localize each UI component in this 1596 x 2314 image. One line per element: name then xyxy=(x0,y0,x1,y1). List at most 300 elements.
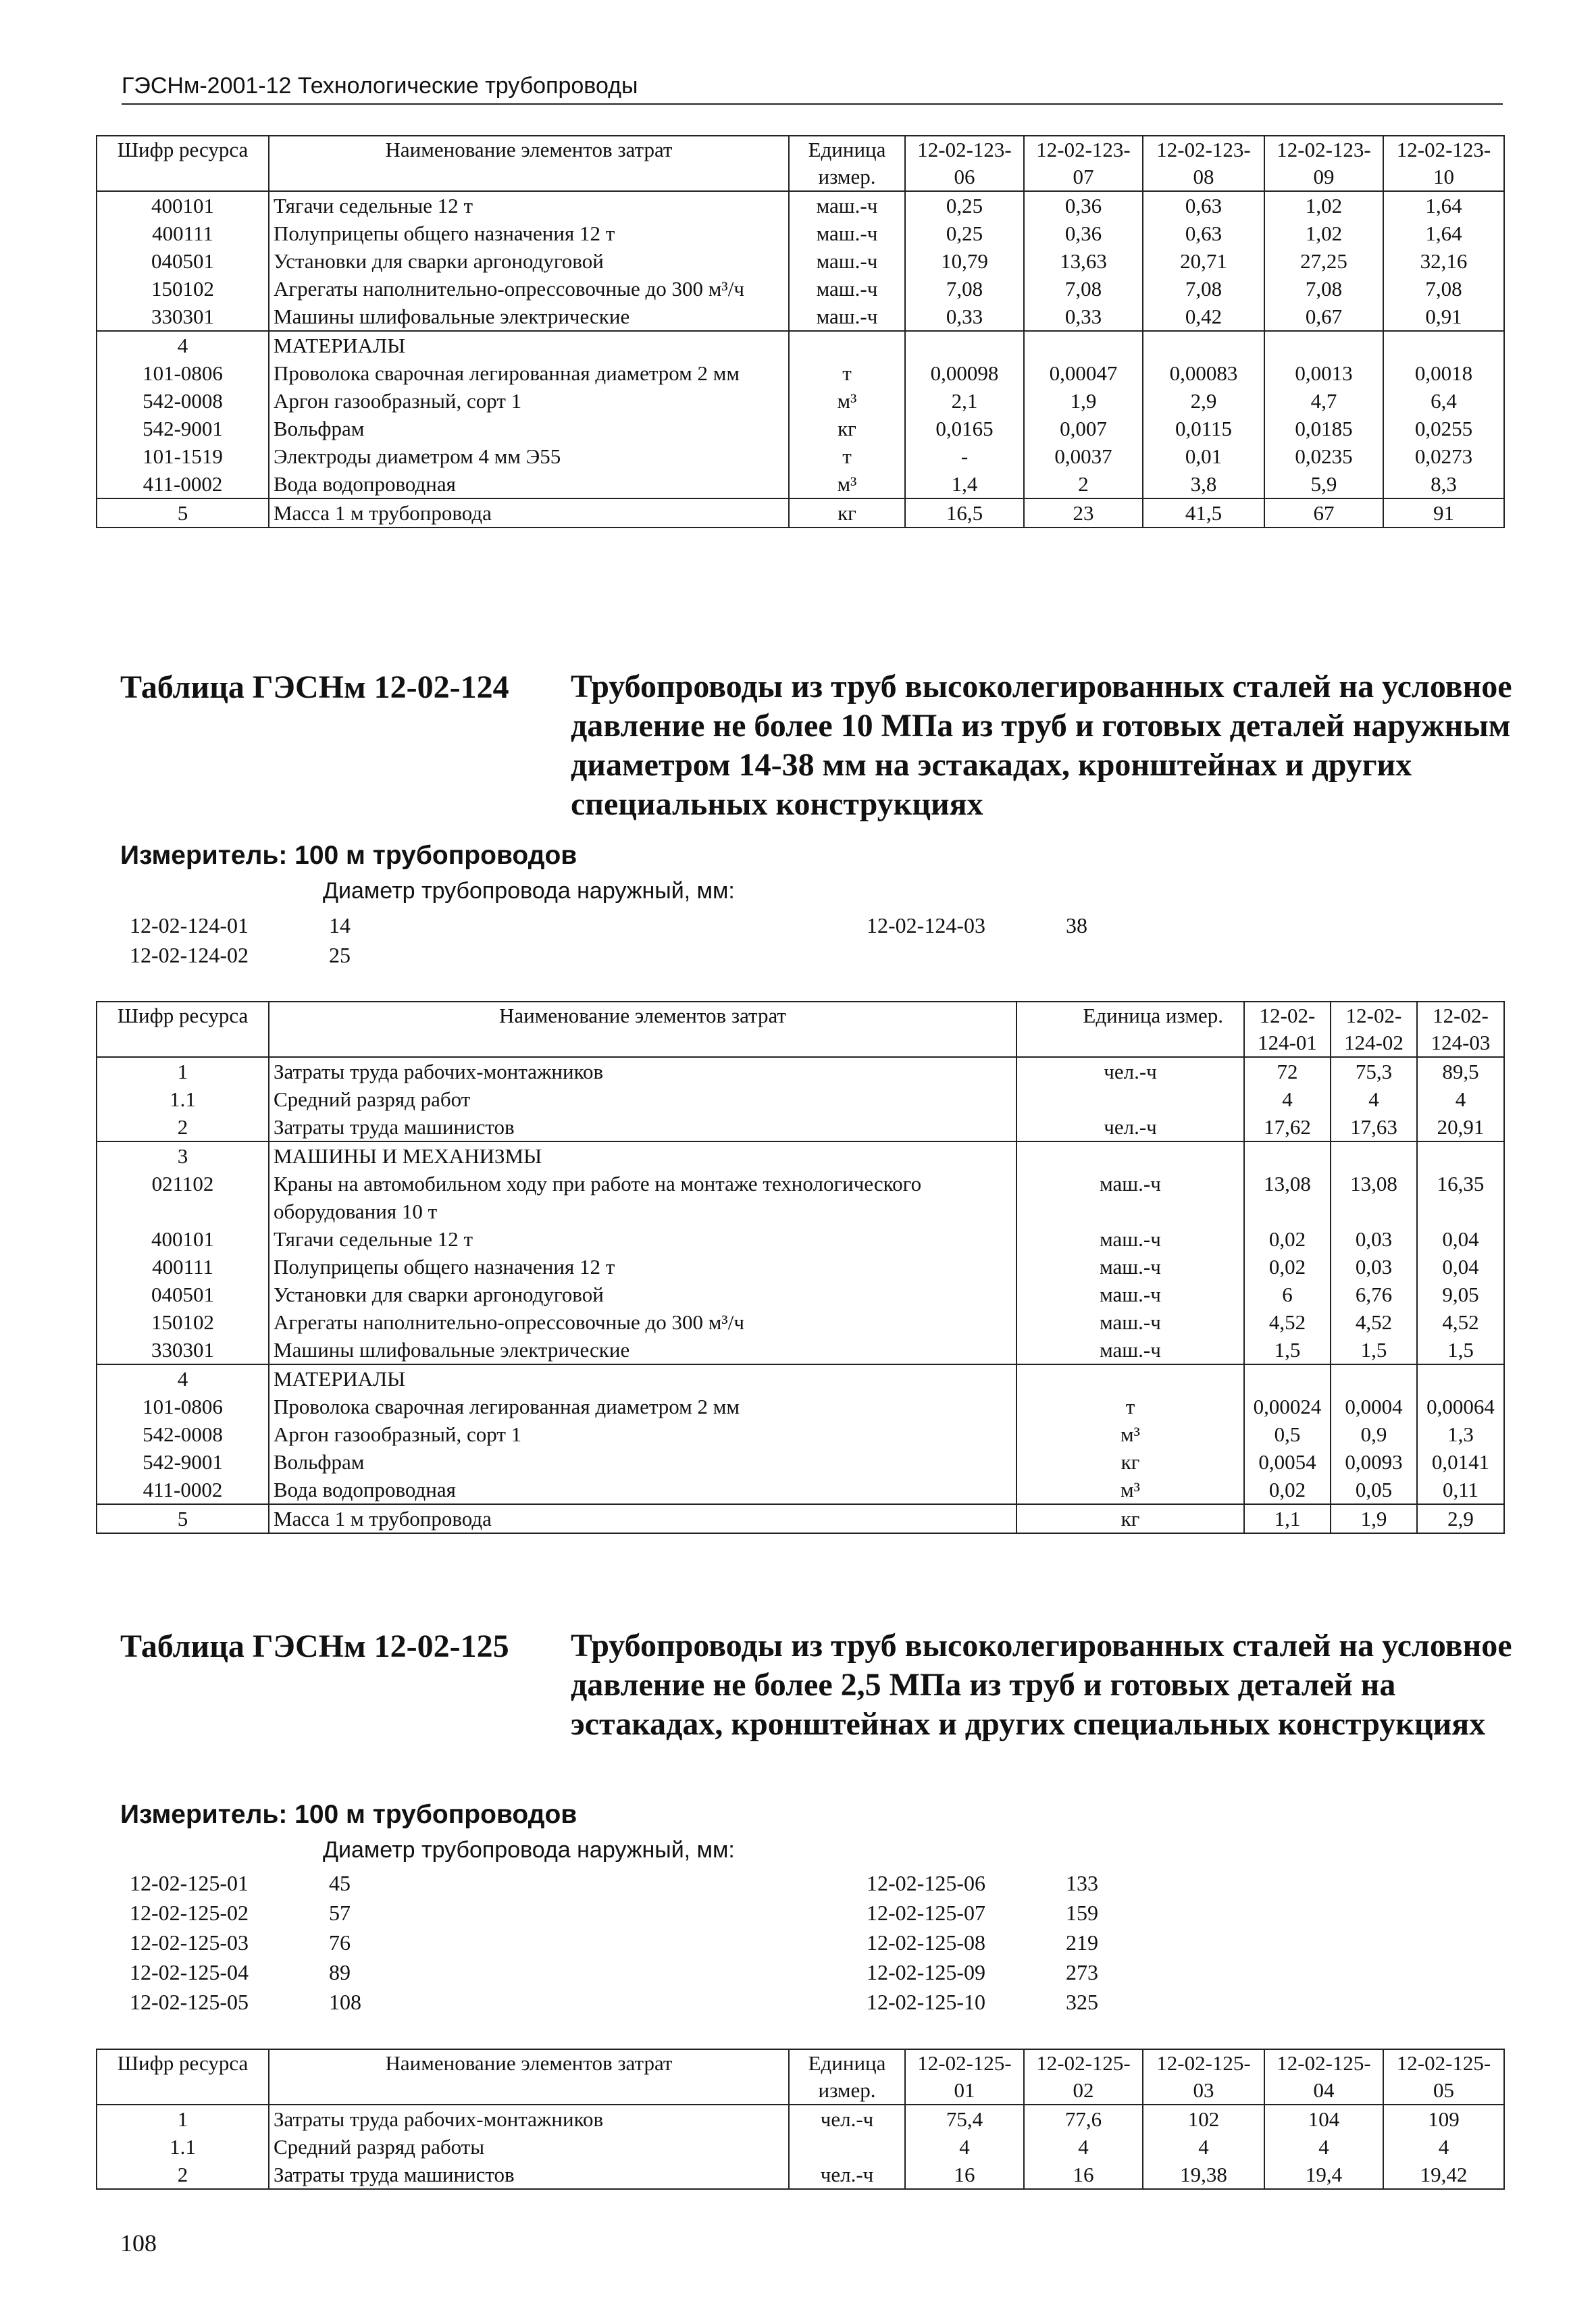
resource-code: 150102 xyxy=(97,1308,269,1336)
rate-value: 0,25 xyxy=(905,191,1024,220)
rate-value: 4,52 xyxy=(1244,1308,1331,1336)
col-header-name: Наименование элементов затрат xyxy=(269,2049,789,2105)
code-diameter-row xyxy=(130,1898,464,1928)
rate-value: 4,52 xyxy=(1417,1308,1504,1336)
table-title-125: Трубопроводы из труб высоколегированных сталей на условное давление не более 2,5 МПа из труб и готовых деталей на эстакадах, кронштейнах и других специальных конструкциях xyxy=(571,1628,1512,1742)
cost-element-name: Проволока сварочная легированная диаметром 2 мм xyxy=(269,359,789,387)
col-header-rate: 12-02-125-02 xyxy=(1024,2049,1143,2105)
rate-value: 0,0004 xyxy=(1331,1393,1417,1420)
cost-element-name: Вольфрам xyxy=(269,415,789,442)
code-list-right-124 xyxy=(867,910,1201,940)
unit xyxy=(789,2133,905,2161)
rate-value: 7,08 xyxy=(1383,275,1504,303)
resource-code: 400111 xyxy=(97,220,269,247)
rate-value: 0,11 xyxy=(1417,1476,1504,1504)
rate-value: 67 xyxy=(1264,498,1383,528)
rate-value: 7,08 xyxy=(1024,275,1143,303)
col-header-rate: 12-02-123-07 xyxy=(1024,136,1143,191)
rate-code: 12-02-125-05 xyxy=(130,1990,249,2014)
rate-value: 1,4 xyxy=(905,470,1024,498)
diameter-value: 89 xyxy=(329,1960,351,1984)
rate-value: 2,9 xyxy=(1417,1504,1504,1533)
measure-124: Измеритель: 100 м трубопроводов xyxy=(120,841,577,870)
col-header-rate: 12-02-124-01 xyxy=(1244,1002,1331,1057)
diameter-value: 133 xyxy=(1066,1871,1098,1895)
code-diameter-row xyxy=(130,940,464,970)
unit: маш.-ч xyxy=(1016,1170,1244,1225)
resource-code: 4 xyxy=(97,331,269,359)
unit: маш.-ч xyxy=(1016,1336,1244,1364)
cost-element-name: Средний разряд работы xyxy=(269,2133,789,2161)
cost-element-name: Проволока сварочная легированная диаметром 2 мм xyxy=(269,1393,1016,1420)
col-header-code: Шифр ресурса xyxy=(97,136,269,191)
rate-value: 0,33 xyxy=(905,303,1024,331)
rate-value: 2 xyxy=(1024,470,1143,498)
rate-value: 0,05 xyxy=(1331,1476,1417,1504)
rate-value: 0,03 xyxy=(1331,1253,1417,1281)
resource-code: 040501 xyxy=(97,247,269,275)
table-row xyxy=(97,2133,1504,2161)
resource-code: 1 xyxy=(97,1057,269,1085)
section-row xyxy=(97,331,1504,359)
table-row xyxy=(97,1253,1504,1281)
code-list-left-125 xyxy=(130,1868,464,2017)
rate-value: 27,25 xyxy=(1264,247,1383,275)
col-header-rate: 12-02-125-04 xyxy=(1264,2049,1383,2105)
resource-table-123 xyxy=(96,135,1505,528)
table-row xyxy=(97,1448,1504,1476)
rate-value: 1,5 xyxy=(1331,1336,1417,1364)
rate-value: 0,0093 xyxy=(1331,1448,1417,1476)
resource-code: 330301 xyxy=(97,1336,269,1364)
unit: маш.-ч xyxy=(1016,1225,1244,1253)
rate-value: 6 xyxy=(1244,1281,1331,1308)
col-header-unit: Единица измер. xyxy=(789,2049,905,2105)
unit xyxy=(789,331,905,359)
rate-value: 4 xyxy=(1143,2133,1264,2161)
unit: маш.-ч xyxy=(789,191,905,220)
unit: м³ xyxy=(789,470,905,498)
rate-value: 0,42 xyxy=(1143,303,1264,331)
resource-code: 400111 xyxy=(97,1253,269,1281)
resource-code: 101-0806 xyxy=(97,1393,269,1420)
rate-value: 4 xyxy=(1244,1085,1331,1113)
resource-code: 5 xyxy=(97,498,269,528)
rate-value: 0,01 xyxy=(1143,442,1264,470)
table-row xyxy=(97,1420,1504,1448)
rate-value: 7,08 xyxy=(1143,275,1264,303)
rate-code: 12-02-125-08 xyxy=(867,1930,985,1955)
rate-value: 1,02 xyxy=(1264,191,1383,220)
rate-value: 0,02 xyxy=(1244,1253,1331,1281)
unit: маш.-ч xyxy=(1016,1281,1244,1308)
code-diameter-row xyxy=(867,910,1201,940)
section-row xyxy=(97,1364,1504,1393)
table-row xyxy=(97,1308,1504,1336)
rate-value: 2,9 xyxy=(1143,387,1264,415)
col-header-unit: Единица измер. xyxy=(1016,1002,1244,1057)
rate-code: 12-02-125-09 xyxy=(867,1960,985,1984)
resource-code: 150102 xyxy=(97,275,269,303)
rate-value: 75,3 xyxy=(1331,1057,1417,1085)
resource-table-124 xyxy=(96,1001,1505,1534)
table-row xyxy=(97,1085,1504,1113)
col-header-code: Шифр ресурса xyxy=(97,2049,269,2105)
unit: м³ xyxy=(1016,1476,1244,1504)
rate-value: 75,4 xyxy=(905,2105,1024,2133)
unit: маш.-ч xyxy=(789,275,905,303)
table-label-125: Таблица ГЭСНм 12-02-125 xyxy=(120,1628,509,1664)
resource-code: 400101 xyxy=(97,191,269,220)
rate-value: 10,79 xyxy=(905,247,1024,275)
rate-code: 12-02-125-03 xyxy=(130,1930,249,1955)
rate-value: 4,7 xyxy=(1264,387,1383,415)
rate-code: 12-02-125-07 xyxy=(867,1901,985,1925)
table-row xyxy=(97,2105,1504,2133)
diameter-value: 25 xyxy=(329,943,351,967)
rate-value: 4 xyxy=(1024,2133,1143,2161)
code-diameter-row xyxy=(867,1898,1201,1928)
rate-value: 1,1 xyxy=(1244,1504,1331,1533)
rate-value: 0,0141 xyxy=(1417,1448,1504,1476)
diameter-value: 159 xyxy=(1066,1901,1098,1925)
resource-code: 4 xyxy=(97,1364,269,1393)
diameter-value: 14 xyxy=(329,913,351,937)
rate-value xyxy=(1264,331,1383,359)
rate-value: 0,0255 xyxy=(1383,415,1504,442)
code-diameter-row xyxy=(130,1928,464,1957)
diameter-value: 273 xyxy=(1066,1960,1098,1984)
resource-code: 542-0008 xyxy=(97,387,269,415)
table-row xyxy=(97,1057,1504,1085)
cost-element-name: МАТЕРИАЛЫ xyxy=(269,1364,1016,1393)
rate-code: 12-02-124-01 xyxy=(130,913,249,937)
cost-element-name: Машины шлифовальные электрические xyxy=(269,303,789,331)
rate-value: 32,16 xyxy=(1383,247,1504,275)
code-diameter-row xyxy=(130,910,464,940)
cost-element-name: Машины шлифовальные электрические xyxy=(269,1336,1016,1364)
resource-code: 2 xyxy=(97,2161,269,2189)
resource-code: 5 xyxy=(97,1504,269,1533)
code-diameter-row xyxy=(867,1868,1201,1898)
resource-code: 3 xyxy=(97,1141,269,1170)
rate-value: 0,04 xyxy=(1417,1253,1504,1281)
cost-element-name: Вольфрам xyxy=(269,1448,1016,1476)
diameter-label-124: Диаметр трубопровода наружный, мм: xyxy=(323,878,735,904)
rate-value: 0,33 xyxy=(1024,303,1143,331)
rate-value: 0,5 xyxy=(1244,1420,1331,1448)
rate-value: 6,76 xyxy=(1331,1281,1417,1308)
col-header-rate: 12-02-123-10 xyxy=(1383,136,1504,191)
table-row xyxy=(97,387,1504,415)
col-header-rate: 12-02-123-09 xyxy=(1264,136,1383,191)
unit: т xyxy=(789,442,905,470)
rate-value: 4 xyxy=(905,2133,1024,2161)
resource-code: 400101 xyxy=(97,1225,269,1253)
rate-value: 19,38 xyxy=(1143,2161,1264,2189)
code-diameter-row xyxy=(130,1987,464,2017)
col-header-name: Наименование элементов затрат xyxy=(269,136,789,191)
rate-value: 13,08 xyxy=(1331,1170,1417,1225)
unit: чел.-ч xyxy=(1016,1057,1244,1085)
unit: т xyxy=(1016,1393,1244,1420)
rate-value: 6,4 xyxy=(1383,387,1504,415)
table-row xyxy=(97,303,1504,331)
rate-value: 4 xyxy=(1331,1085,1417,1113)
resource-code: 040501 xyxy=(97,1281,269,1308)
unit: чел.-ч xyxy=(1016,1113,1244,1141)
total-row xyxy=(97,1504,1504,1533)
rate-value: 0,04 xyxy=(1417,1225,1504,1253)
rate-value: 1,64 xyxy=(1383,191,1504,220)
rate-value: 20,91 xyxy=(1417,1113,1504,1141)
cost-element-name: Средний разряд работ xyxy=(269,1085,1016,1113)
cost-element-name: Аргон газообразный, сорт 1 xyxy=(269,387,789,415)
rate-value: 4 xyxy=(1417,1085,1504,1113)
rate-value xyxy=(1244,1364,1331,1393)
rate-value: 109 xyxy=(1383,2105,1504,2133)
code-diameter-row xyxy=(867,1957,1201,1987)
cost-element-name: Полуприцепы общего назначения 12 т xyxy=(269,220,789,247)
table-row xyxy=(97,1476,1504,1504)
rate-value: 1,3 xyxy=(1417,1420,1504,1448)
resource-code: 542-0008 xyxy=(97,1420,269,1448)
cost-element-name: Масса 1 м трубопровода xyxy=(269,1504,1016,1533)
rate-value: 7,08 xyxy=(1264,275,1383,303)
rate-value: 91 xyxy=(1383,498,1504,528)
rate-value: 0,03 xyxy=(1331,1225,1417,1253)
rate-value: - xyxy=(905,442,1024,470)
rate-value: 0,00098 xyxy=(905,359,1024,387)
unit: кг xyxy=(1016,1504,1244,1533)
diameter-value: 38 xyxy=(1066,913,1087,937)
table-row xyxy=(97,1281,1504,1308)
code-diameter-row xyxy=(867,1987,1201,2017)
rate-value xyxy=(1024,331,1143,359)
rate-value: 19,42 xyxy=(1383,2161,1504,2189)
table-row xyxy=(97,275,1504,303)
unit: маш.-ч xyxy=(1016,1253,1244,1281)
rate-value: 17,63 xyxy=(1331,1113,1417,1141)
rate-value: 1,02 xyxy=(1264,220,1383,247)
rate-value: 1,9 xyxy=(1331,1504,1417,1533)
diameter-value: 325 xyxy=(1066,1990,1098,2014)
resource-code: 2 xyxy=(97,1113,269,1141)
rate-value: 16,35 xyxy=(1417,1170,1504,1225)
unit: кг xyxy=(789,415,905,442)
unit: м³ xyxy=(1016,1420,1244,1448)
table-row xyxy=(97,1113,1504,1141)
cost-element-name: Электроды диаметром 4 мм Э55 xyxy=(269,442,789,470)
rate-value: 102 xyxy=(1143,2105,1264,2133)
rate-value: 7,08 xyxy=(905,275,1024,303)
rate-value: 0,00064 xyxy=(1417,1393,1504,1420)
unit: кг xyxy=(1016,1448,1244,1476)
rate-value: 72 xyxy=(1244,1057,1331,1085)
resource-code: 1 xyxy=(97,2105,269,2133)
rate-value: 0,0018 xyxy=(1383,359,1504,387)
col-header-rate: 12-02-125-01 xyxy=(905,2049,1024,2105)
table-row xyxy=(97,359,1504,387)
rate-value xyxy=(1331,1141,1417,1170)
rate-code: 12-02-125-10 xyxy=(867,1990,985,2014)
rate-value: 0,02 xyxy=(1244,1225,1331,1253)
resource-table-125 xyxy=(96,2049,1505,2190)
rate-value: 0,0273 xyxy=(1383,442,1504,470)
rate-value xyxy=(1331,1364,1417,1393)
resource-code: 101-1519 xyxy=(97,442,269,470)
rate-value xyxy=(1417,1141,1504,1170)
cost-element-name: Затраты труда машинистов xyxy=(269,2161,789,2189)
rate-code: 12-02-124-02 xyxy=(130,943,249,967)
rate-value: 0,00083 xyxy=(1143,359,1264,387)
unit xyxy=(1016,1141,1244,1170)
rate-value: 1,64 xyxy=(1383,220,1504,247)
cost-element-name: Вода водопроводная xyxy=(269,470,789,498)
rate-value: 0,67 xyxy=(1264,303,1383,331)
unit: маш.-ч xyxy=(789,303,905,331)
rate-value: 1,5 xyxy=(1417,1336,1504,1364)
rate-value: 0,007 xyxy=(1024,415,1143,442)
rate-value: 4,52 xyxy=(1331,1308,1417,1336)
unit xyxy=(1016,1085,1244,1113)
rate-value: 0,0235 xyxy=(1264,442,1383,470)
table-row xyxy=(97,220,1504,247)
cost-element-name: Агрегаты наполнительно-опрессовочные до 300 м³/ч xyxy=(269,275,789,303)
col-header-code: Шифр ресурса xyxy=(97,1002,269,1057)
unit xyxy=(1016,1364,1244,1393)
rate-code: 12-02-125-04 xyxy=(130,1960,249,1984)
rate-value: 1,5 xyxy=(1244,1336,1331,1364)
code-list-right-125 xyxy=(867,1868,1201,2017)
unit: маш.-ч xyxy=(789,247,905,275)
rate-value: 0,0054 xyxy=(1244,1448,1331,1476)
rate-value: 4 xyxy=(1264,2133,1383,2161)
unit: маш.-ч xyxy=(789,220,905,247)
rate-value: 0,25 xyxy=(905,220,1024,247)
rate-value: 0,91 xyxy=(1383,303,1504,331)
rate-value: 104 xyxy=(1264,2105,1383,2133)
cost-element-name: Масса 1 м трубопровода xyxy=(269,498,789,528)
rate-value: 5,9 xyxy=(1264,470,1383,498)
col-header-rate: 12-02-123-06 xyxy=(905,136,1024,191)
rate-value: 0,0037 xyxy=(1024,442,1143,470)
cost-element-name: Вода водопроводная xyxy=(269,1476,1016,1504)
diameter-value: 45 xyxy=(329,1871,351,1895)
code-diameter-row xyxy=(130,1868,464,1898)
cost-element-name: Аргон газообразный, сорт 1 xyxy=(269,1420,1016,1448)
cost-element-name: Установки для сварки аргонодуговой xyxy=(269,247,789,275)
section-row xyxy=(97,1141,1504,1170)
unit: маш.-ч xyxy=(1016,1308,1244,1336)
unit: чел.-ч xyxy=(789,2161,905,2189)
resource-code: 330301 xyxy=(97,303,269,331)
rate-value: 20,71 xyxy=(1143,247,1264,275)
resource-code: 411-0002 xyxy=(97,470,269,498)
cost-element-name: Тягачи седельные 12 т xyxy=(269,191,789,220)
page-number: 108 xyxy=(120,2230,157,2257)
rate-value: 16 xyxy=(905,2161,1024,2189)
rate-code: 12-02-125-02 xyxy=(130,1901,249,1925)
rate-value: 13,63 xyxy=(1024,247,1143,275)
unit: м³ xyxy=(789,387,905,415)
rate-value: 89,5 xyxy=(1417,1057,1504,1085)
rate-value: 16,5 xyxy=(905,498,1024,528)
table-row xyxy=(97,1225,1504,1253)
unit: чел.-ч xyxy=(789,2105,905,2133)
unit: т xyxy=(789,359,905,387)
col-header-rate: 12-02-125-03 xyxy=(1143,2049,1264,2105)
cost-element-name: МАТЕРИАЛЫ xyxy=(269,331,789,359)
rate-value: 8,3 xyxy=(1383,470,1504,498)
table-row xyxy=(97,2161,1504,2189)
col-header-unit: Единица измер. xyxy=(789,136,905,191)
table-row xyxy=(97,191,1504,220)
diameter-value: 219 xyxy=(1066,1930,1098,1955)
rate-value: 0,0013 xyxy=(1264,359,1383,387)
col-header-rate: 12-02-125-05 xyxy=(1383,2049,1504,2105)
rate-value: 4 xyxy=(1383,2133,1504,2161)
resource-code: 411-0002 xyxy=(97,1476,269,1504)
diameter-label-125: Диаметр трубопровода наружный, мм: xyxy=(323,1837,735,1863)
rate-code: 12-02-125-01 xyxy=(130,1871,249,1895)
cost-element-name: Полуприцепы общего назначения 12 т xyxy=(269,1253,1016,1281)
rate-value: 2,1 xyxy=(905,387,1024,415)
table-row xyxy=(97,442,1504,470)
rate-value: 0,36 xyxy=(1024,220,1143,247)
rate-value: 1,9 xyxy=(1024,387,1143,415)
rate-value: 0,63 xyxy=(1143,191,1264,220)
rate-value: 13,08 xyxy=(1244,1170,1331,1225)
resource-code: 542-9001 xyxy=(97,415,269,442)
rate-value: 23 xyxy=(1024,498,1143,528)
rate-value: 3,8 xyxy=(1143,470,1264,498)
measure-125: Измеритель: 100 м трубопроводов xyxy=(120,1800,577,1829)
col-header-rate: 12-02-124-03 xyxy=(1417,1002,1504,1057)
rate-value: 41,5 xyxy=(1143,498,1264,528)
rate-value: 0,9 xyxy=(1331,1420,1417,1448)
table-row xyxy=(97,470,1504,498)
rate-value: 0,00024 xyxy=(1244,1393,1331,1420)
rate-value: 16 xyxy=(1024,2161,1143,2189)
table-row xyxy=(97,1336,1504,1364)
code-list-left-124 xyxy=(130,910,464,970)
col-header-name: Наименование элементов затрат xyxy=(269,1002,1016,1057)
rate-value: 0,36 xyxy=(1024,191,1143,220)
resource-code: 542-9001 xyxy=(97,1448,269,1476)
rate-value xyxy=(1417,1364,1504,1393)
code-diameter-row xyxy=(867,1928,1201,1957)
resource-code: 021102 xyxy=(97,1170,269,1225)
cost-element-name: Установки для сварки аргонодуговой xyxy=(269,1281,1016,1308)
table-row xyxy=(97,247,1504,275)
cost-element-name: Агрегаты наполнительно-опрессовочные до 300 м³/ч xyxy=(269,1308,1016,1336)
rate-value: 0,02 xyxy=(1244,1476,1331,1504)
running-header: ГЭСНм-2001-12 Технологические трубопроводы xyxy=(122,73,1503,105)
cost-element-name: Краны на автомобильном ходу при работе на монтаже технологического оборудования 10 т xyxy=(269,1170,1016,1225)
cost-element-name: Затраты труда рабочих-монтажников xyxy=(269,2105,789,2133)
rate-code: 12-02-125-06 xyxy=(867,1871,985,1895)
rate-value: 0,0115 xyxy=(1143,415,1264,442)
rate-value: 77,6 xyxy=(1024,2105,1143,2133)
diameter-value: 57 xyxy=(329,1901,351,1925)
rate-value xyxy=(1244,1141,1331,1170)
col-header-rate: 12-02-123-08 xyxy=(1143,136,1264,191)
table-title-124: Трубопроводы из труб высоколегированных сталей на условное давление не более 10 МПа из труб и готовых деталей наружным диаметром 14-38 мм на эстакадах, кронштейнах и других специальных конструкциях xyxy=(571,669,1512,822)
col-header-rate: 12-02-124-02 xyxy=(1331,1002,1417,1057)
unit: кг xyxy=(789,498,905,528)
rate-value: 19,4 xyxy=(1264,2161,1383,2189)
